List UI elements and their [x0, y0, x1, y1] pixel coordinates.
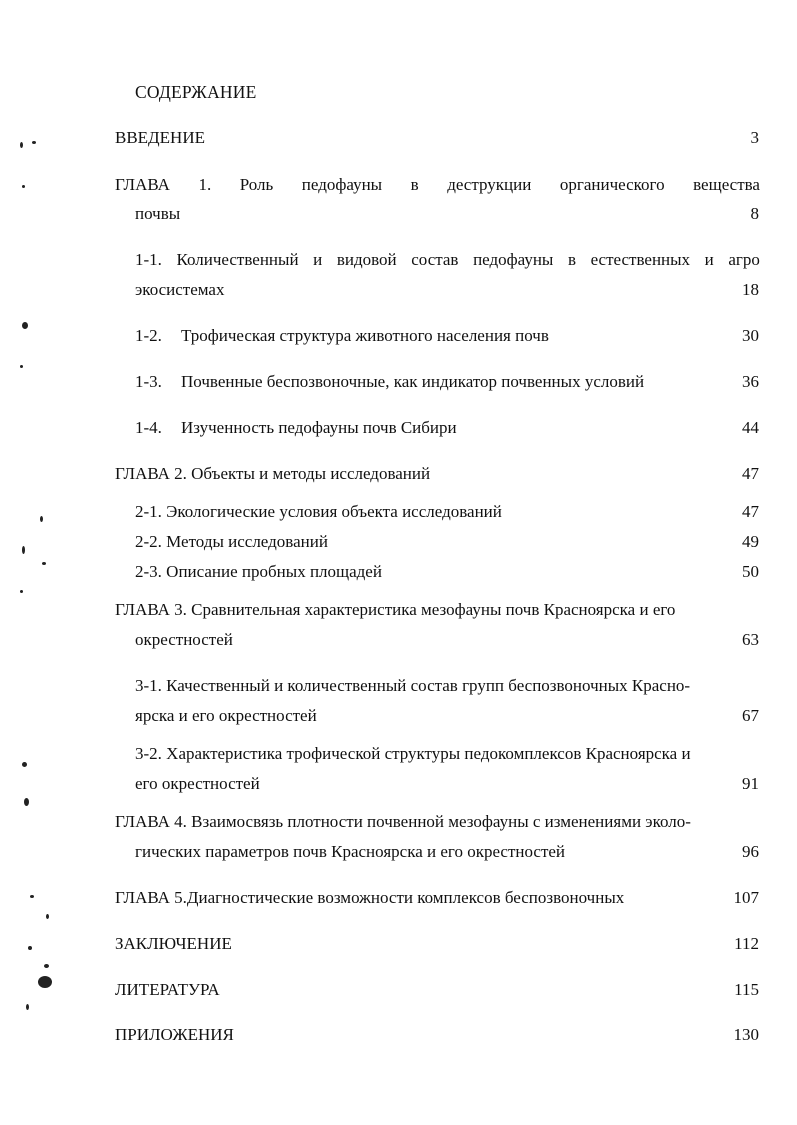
word: и: [704, 250, 714, 269]
scan-speck: [42, 562, 46, 565]
scan-speck: [40, 516, 43, 522]
scan-speck: [46, 914, 49, 919]
toc-s31-title: 3-1. Качественный и количественный состав групп беспозвоночных Красно-: [135, 676, 691, 695]
toc-s11-cont: экосистемах: [135, 280, 225, 299]
toc-literature-label: ЛИТЕРАТУРА: [115, 980, 220, 999]
toc-ch1-cont: почвы: [135, 204, 181, 223]
toc-s23-title: 2-3. Описание пробных площадей: [135, 562, 382, 581]
scan-speck: [20, 365, 23, 368]
toc-s13-title: [135, 372, 644, 392]
toc-ch3-cont: окрестностей: [135, 630, 233, 649]
word: в: [567, 250, 576, 269]
toc-s11-title: [135, 250, 760, 270]
word: видовой: [336, 250, 397, 269]
toc-ch2-title: ГЛАВА 2. Объекты и методы исследований: [115, 464, 431, 483]
scan-speck: [30, 895, 34, 898]
toc-s32-title: 3-2. Характеристика трофической структуры педокомплексов Красноярска и: [135, 744, 691, 763]
word: педофауны: [473, 250, 554, 269]
scan-speck: [22, 546, 25, 554]
toc-s32-page: 91: [742, 774, 759, 793]
word: вещества: [693, 175, 760, 194]
toc-ch3-title: ГЛАВА 3. Сравнительная характеристика мезофауны почв Красноярска и его: [115, 600, 676, 619]
scan-speck: [22, 762, 27, 767]
scan-speck: [32, 141, 36, 144]
toc-ch1-page: 8: [750, 204, 759, 223]
scan-speck: [20, 590, 23, 593]
toc-s14-page: 44: [742, 418, 759, 437]
toc-intro-label: ВВЕДЕНИЕ: [115, 128, 205, 147]
toc-s23-page: 50: [742, 562, 759, 581]
toc-s12-num: 1-2.: [135, 326, 162, 345]
toc-s13-page: 36: [742, 372, 759, 391]
word: 1-1.: [135, 250, 162, 269]
toc-s13-num: 1-3.: [135, 372, 162, 391]
scan-speck: [22, 322, 28, 329]
word: деструкции: [447, 175, 532, 194]
scan-speck: [44, 964, 49, 968]
toc-s21-title: 2-1. Экологические условия объекта исследований: [135, 502, 502, 521]
word: педофауны: [301, 175, 383, 194]
scan-speck: [24, 798, 29, 806]
word: 1.: [198, 175, 212, 194]
word: ГЛАВА: [115, 175, 170, 194]
toc-ch3-page: 63: [742, 630, 759, 649]
toc-s21-page: 47: [742, 502, 759, 521]
scan-speck: [28, 946, 32, 950]
toc-ch4-page: 96: [742, 842, 759, 861]
toc-literature-page: 115: [734, 980, 759, 999]
scan-speck: [26, 1004, 29, 1010]
toc-ch5-page: 107: [733, 888, 759, 907]
page-title: СОДЕРЖАНИЕ: [135, 82, 257, 102]
word: состав: [411, 250, 459, 269]
toc-s14-title: [135, 418, 457, 438]
scan-speck: [22, 185, 25, 188]
word: и: [313, 250, 323, 269]
toc-ch2-page: 47: [742, 464, 759, 483]
toc-s22-page: 49: [742, 532, 759, 551]
toc-s22-title: 2-2. Методы исследований: [135, 532, 328, 551]
word: органического: [559, 175, 665, 194]
toc-ch4-cont: гических параметров почв Красноярска и его окрестностей: [135, 842, 566, 861]
toc-intro-page: 3: [750, 128, 759, 147]
word: агро: [728, 250, 760, 269]
toc-conclusion-page: 112: [734, 934, 759, 953]
toc-s12-page: 30: [742, 326, 759, 345]
scan-speck: [20, 142, 23, 148]
toc-ch5-title: ГЛАВА 5.Диагностические возможности комплексов беспозвоночных: [115, 888, 625, 907]
toc-s31-page: 67: [742, 706, 759, 725]
toc-s13-text: Почвенные беспозвоночные, как индикатор почвенных условий: [181, 372, 645, 391]
toc-s11-page: 18: [742, 280, 759, 299]
toc-s32-cont: его окрестностей: [135, 774, 260, 793]
scan-speck: [38, 976, 52, 988]
toc-s12-title: [135, 326, 549, 346]
word: в: [410, 175, 419, 194]
toc-s14-text: Изученность педофауны почв Сибири: [181, 418, 457, 437]
toc-appendix-label: ПРИЛОЖЕНИЯ: [115, 1025, 234, 1044]
toc-conclusion-label: ЗАКЛЮЧЕНИЕ: [115, 934, 232, 953]
toc-s12-text: Трофическая структура животного населения почв: [181, 326, 549, 345]
toc-s31-cont: ярска и его окрестностей: [135, 706, 317, 725]
toc-ch1-title: [115, 175, 760, 195]
word: Количественный: [176, 250, 299, 269]
toc-s14-num: 1-4.: [135, 418, 162, 437]
word: Роль: [239, 175, 274, 194]
toc-appendix-page: 130: [733, 1025, 759, 1044]
toc-ch4-title: ГЛАВА 4. Взаимосвязь плотности почвенной мезофауны с изменениями эколо-: [115, 812, 691, 831]
word: естественных: [590, 250, 691, 269]
